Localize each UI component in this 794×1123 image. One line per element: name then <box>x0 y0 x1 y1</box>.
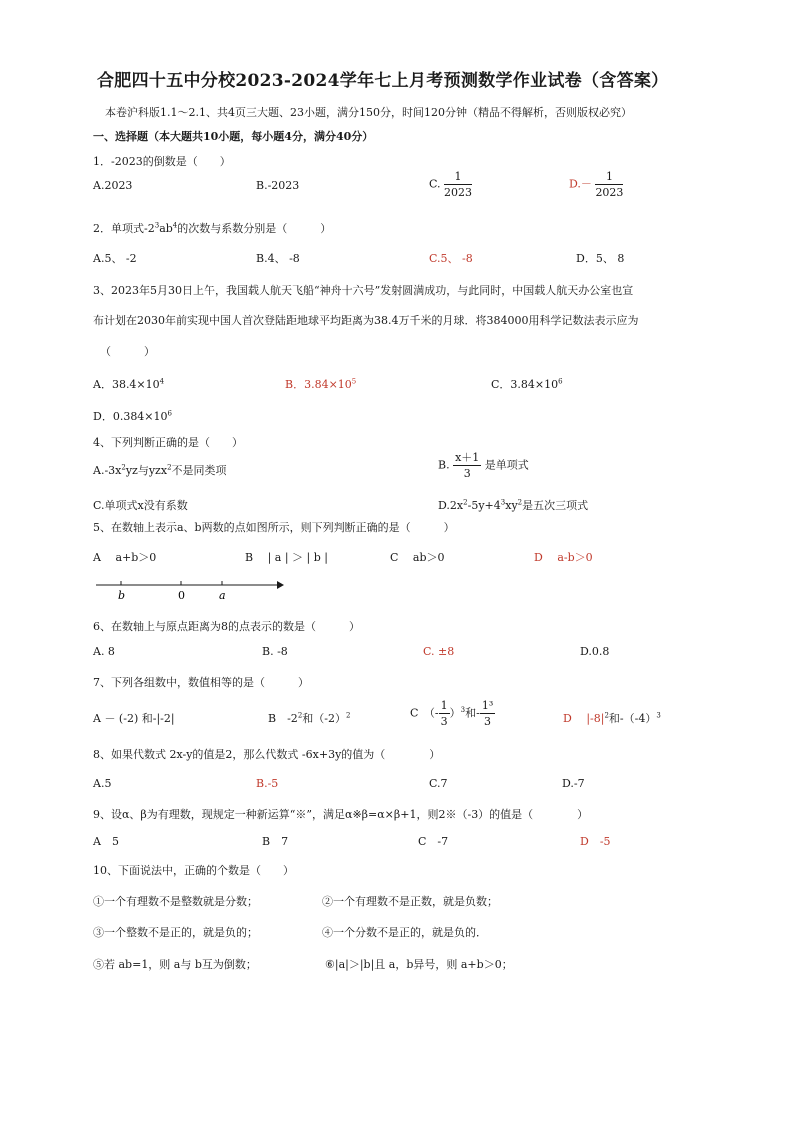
q10-statement-2: ②一个有理数不是正数，就是负数； <box>322 895 498 908</box>
q6-option-b: B. -8 <box>262 645 288 658</box>
question-10-stem: 10、下面说法中，正确的个数是（ ） <box>93 864 294 877</box>
number-line-arrow <box>277 581 284 589</box>
fraction: $\frac{\text{1³}}{3}$ <box>481 699 494 728</box>
fraction: $\frac{1}{2023}$ <box>595 170 624 199</box>
q2-option-d: D．5、 8 <box>576 252 625 265</box>
question-4-stem: 4、下列判断正确的是（ ） <box>93 436 243 449</box>
q1-option-c: C. $\frac{1}{2023}$ <box>429 170 473 199</box>
question-8-stem: 8、如果代数式 2x-y的值是2，那么代数式 -6x+3y的值为（ ） <box>93 748 441 761</box>
label-0: 0 <box>178 589 185 602</box>
question-3-line-2: 布计划在2030年前实现中国人首次登陆距地球平均距离为38.4万千米的月球．将384000用科学记数法表示应为 <box>93 314 639 327</box>
fraction: $\frac{x+1}{3}$ <box>455 451 480 480</box>
q5-option-a: A a+b＞0 <box>93 551 157 564</box>
question-3-line-3: （ ） <box>100 345 155 358</box>
label-a: a <box>219 589 226 602</box>
label-b: b <box>118 589 126 602</box>
q6-option-c: C. ±8 <box>423 645 455 658</box>
q5-option-d: D a-b＞0 <box>534 551 593 564</box>
number-line-figure <box>94 576 284 602</box>
q9-option-c: C -7 <box>418 835 449 848</box>
q1-option-a: A.2023 <box>93 179 133 192</box>
q7-option-a: A － (-2) 和-|-2| <box>93 712 175 725</box>
q2-option-c: C.5、 -8 <box>429 252 473 265</box>
q5-option-b: B | a | ＞ | b | <box>245 551 328 564</box>
q2-option-b: B.4、 -8 <box>256 252 300 265</box>
q4-option-c: C.单项式x没有系数 <box>93 499 188 512</box>
section-heading: 一、选择题（本大题共10小题，每小题4分，满分40分） <box>93 130 374 143</box>
q8-option-d: D.-7 <box>562 777 585 790</box>
q10-statement-5: ⑤若 ab=1，则 a与 b互为倒数； <box>93 958 257 971</box>
q8-option-c: C.7 <box>429 777 448 790</box>
q7-option-d: D $|-8|^2$和$-(-4)^3$ <box>563 711 661 725</box>
q3-option-c: C．$3.84\times 10^6$ <box>491 377 563 391</box>
q2-option-a: A.5、 -2 <box>93 252 137 265</box>
q5-option-c: C ab＞0 <box>390 551 445 564</box>
q7-option-b: B $-2^2$和$(-2)^2$ <box>268 711 351 725</box>
q3-option-b: B．$3.84\times 10^5$ <box>285 377 357 391</box>
question-5-stem: 5、在数轴上表示a、b两数的点如图所示，则下列判断正确的是（ ） <box>93 521 455 534</box>
fraction: $\frac{1}{3}$ <box>440 699 448 728</box>
q9-option-a: A 5 <box>93 835 119 848</box>
q10-statement-4: ④一个分数不是正的，就是负的． <box>322 926 487 939</box>
q10-statement-3: ③一个整数不是正的，就是负的； <box>93 926 258 939</box>
question-2-stem: 2．单项式$-2^3ab^4$的次数与系数分别是（ ） <box>93 221 332 235</box>
question-3-line-1: 3、2023年5月30日上午，我国载人航天飞船“神舟十六号”发射圆满成功，与此同时，中国载人航天办公室也宣 <box>93 284 634 297</box>
question-9-stem: 9、设α、β为有理数，现规定一种新运算“※”，满足α※β=α×β+1，则2※（-3）的值是（ ） <box>93 808 589 821</box>
q6-option-d: D.0.8 <box>580 645 610 658</box>
q1-option-d: D.－ $\frac{1}{2023}$ <box>569 170 624 199</box>
q10-statement-6: ⑥|a|＞|b|且 a，b异号，则 a+b＞0； <box>325 958 513 971</box>
q7-option-c: C （- $\frac{1}{3}$ ）$^3$和- $\frac{\text{1³}}{3}$ <box>410 699 494 728</box>
q8-option-b: B.-5 <box>256 777 279 790</box>
q1-option-b: B.-2023 <box>256 179 300 192</box>
q9-option-d: D -5 <box>580 835 611 848</box>
q3-option-a: A．$38.4\times 10^4$ <box>93 377 165 391</box>
page-title: 合肥四十五中分校2023-2024学年七上月考预测数学作业试卷（含答案） <box>97 71 669 91</box>
fraction: $\frac{1}{2023}$ <box>444 170 473 199</box>
q10-statement-1: ①一个有理数不是整数就是分数； <box>93 895 258 908</box>
question-1-stem: 1．-2023的倒数是（ ） <box>93 155 231 168</box>
question-6-stem: 6、在数轴上与原点距离为8的点表示的数是（ ） <box>93 620 360 633</box>
q4-option-a: $A.-3x^2yz$与yzx$^2$不是同类项 <box>93 463 227 477</box>
q9-option-b: B 7 <box>262 835 289 848</box>
q8-option-a: A.5 <box>93 777 112 790</box>
q6-option-a: A. 8 <box>93 645 115 658</box>
exam-info: 本卷沪科版1.1～2.1、共4页三大题、23小题，满分150分，时间120分钟（精品不得解析，否则版权必究） <box>105 106 632 119</box>
question-7-stem: 7、下列各组数中，数值相等的是（ ） <box>93 676 309 689</box>
q3-option-d: D．$0.384\times 10^6$ <box>93 409 172 423</box>
q4-option-b: B. $\frac{x+1}{3}$ 是单项式 <box>438 451 529 480</box>
q4-option-d: $D.2x^2-5y+4^3xy^2$是五次三项式 <box>438 498 589 512</box>
